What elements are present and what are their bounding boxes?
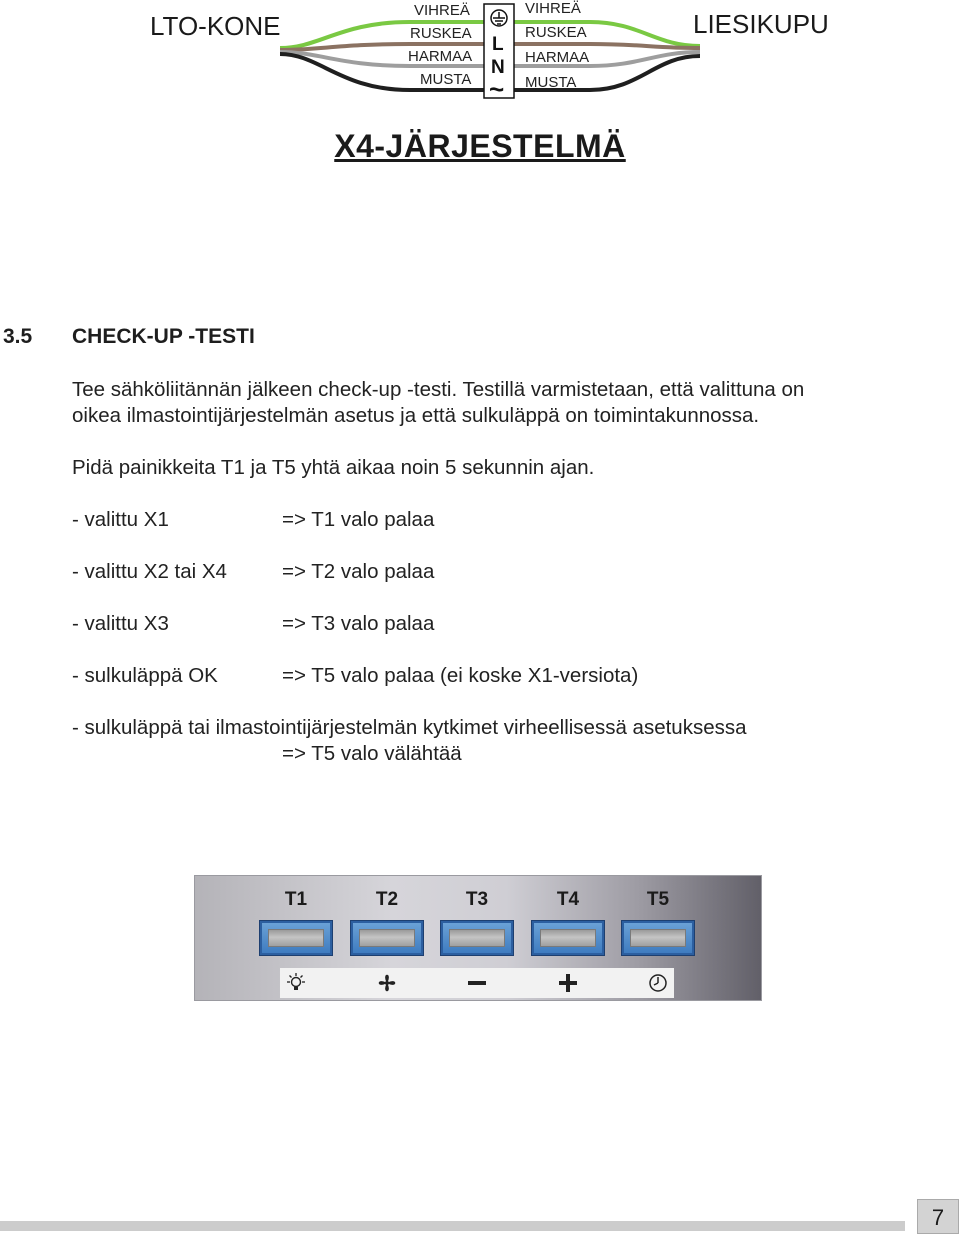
right-wire-label-3: HARMAA [525, 49, 590, 66]
clock-icon [638, 968, 678, 998]
t4-button[interactable] [532, 921, 604, 955]
left-wire-label-4: MUSTA [420, 71, 472, 88]
left-wire-label-3: HARMAA [408, 48, 473, 65]
control-panel [194, 875, 762, 1001]
right-wire-label-1: VIHREÄ [525, 0, 581, 17]
right-wire-label-2: RUSKEA [525, 24, 587, 41]
result-outcome-3: => T3 valo palaa [282, 612, 435, 635]
icon-strip [280, 968, 674, 998]
fault-outcome: => T5 valo välähtää [282, 742, 462, 765]
instruction-text: Pidä painikkeita T1 ja T5 yhtä aikaa noin 5 sekunnin ajan. [72, 456, 595, 479]
result-condition-4: - sulkuläppä OK [72, 664, 218, 687]
button-label-t4: T4 [556, 889, 580, 910]
left-device-label: LTO-KONE [150, 11, 281, 41]
t3-button[interactable] [441, 921, 513, 955]
left-wire-label-1: VIHREÄ [414, 2, 470, 19]
system-title: X4-JÄRJESTELMÄ [334, 128, 626, 164]
intro-line-1: Tee sähköliitännän jälkeen check-up -testi. Testillä varmistetaan, että valittuna on [72, 378, 805, 401]
section-number: 3.5 [3, 325, 33, 348]
light-icon [276, 968, 316, 998]
button-label-t1: T1 [284, 889, 308, 910]
t5-button[interactable] [622, 921, 694, 955]
section-title: CHECK-UP -TESTI [72, 325, 255, 348]
minus-icon [457, 968, 497, 998]
wire-brown-right [510, 44, 700, 48]
result-condition-1: - valittu X1 [72, 508, 169, 531]
terminal-label-N: N [491, 57, 505, 78]
button-label-t2: T2 [375, 889, 399, 910]
footer-bar [0, 1221, 905, 1231]
result-condition-2: - valittu X2 tai X4 [72, 560, 227, 583]
right-wire-label-4: MUSTA [525, 74, 577, 91]
result-outcome-4: => T5 valo palaa (ei koske X1-versiota) [282, 664, 639, 687]
result-outcome-1: => T1 valo palaa [282, 508, 435, 531]
page-number: 7 [917, 1199, 959, 1234]
fault-condition: - sulkuläppä tai ilmastointijärjestelmän kytkimet virheellisessä asetuksessa [72, 716, 747, 739]
result-outcome-2: => T2 valo palaa [282, 560, 435, 583]
button-label-t3: T3 [465, 889, 489, 910]
left-wire-label-2: RUSKEA [410, 25, 472, 42]
terminal-label-L: L [492, 34, 504, 55]
intro-line-2: oikea ilmastointijärjestelmän asetus ja että sulkuläppä on toimintakunnossa. [72, 404, 760, 427]
t2-button[interactable] [351, 921, 423, 955]
button-label-t5: T5 [646, 889, 670, 910]
terminal-label-tilde: ~ [489, 74, 505, 104]
plus-icon [548, 968, 588, 998]
result-condition-3: - valittu X3 [72, 612, 169, 635]
fan-icon [367, 968, 407, 998]
t1-button[interactable] [260, 921, 332, 955]
ground-icon [491, 10, 507, 26]
right-device-label: LIESIKUPU [693, 9, 829, 39]
